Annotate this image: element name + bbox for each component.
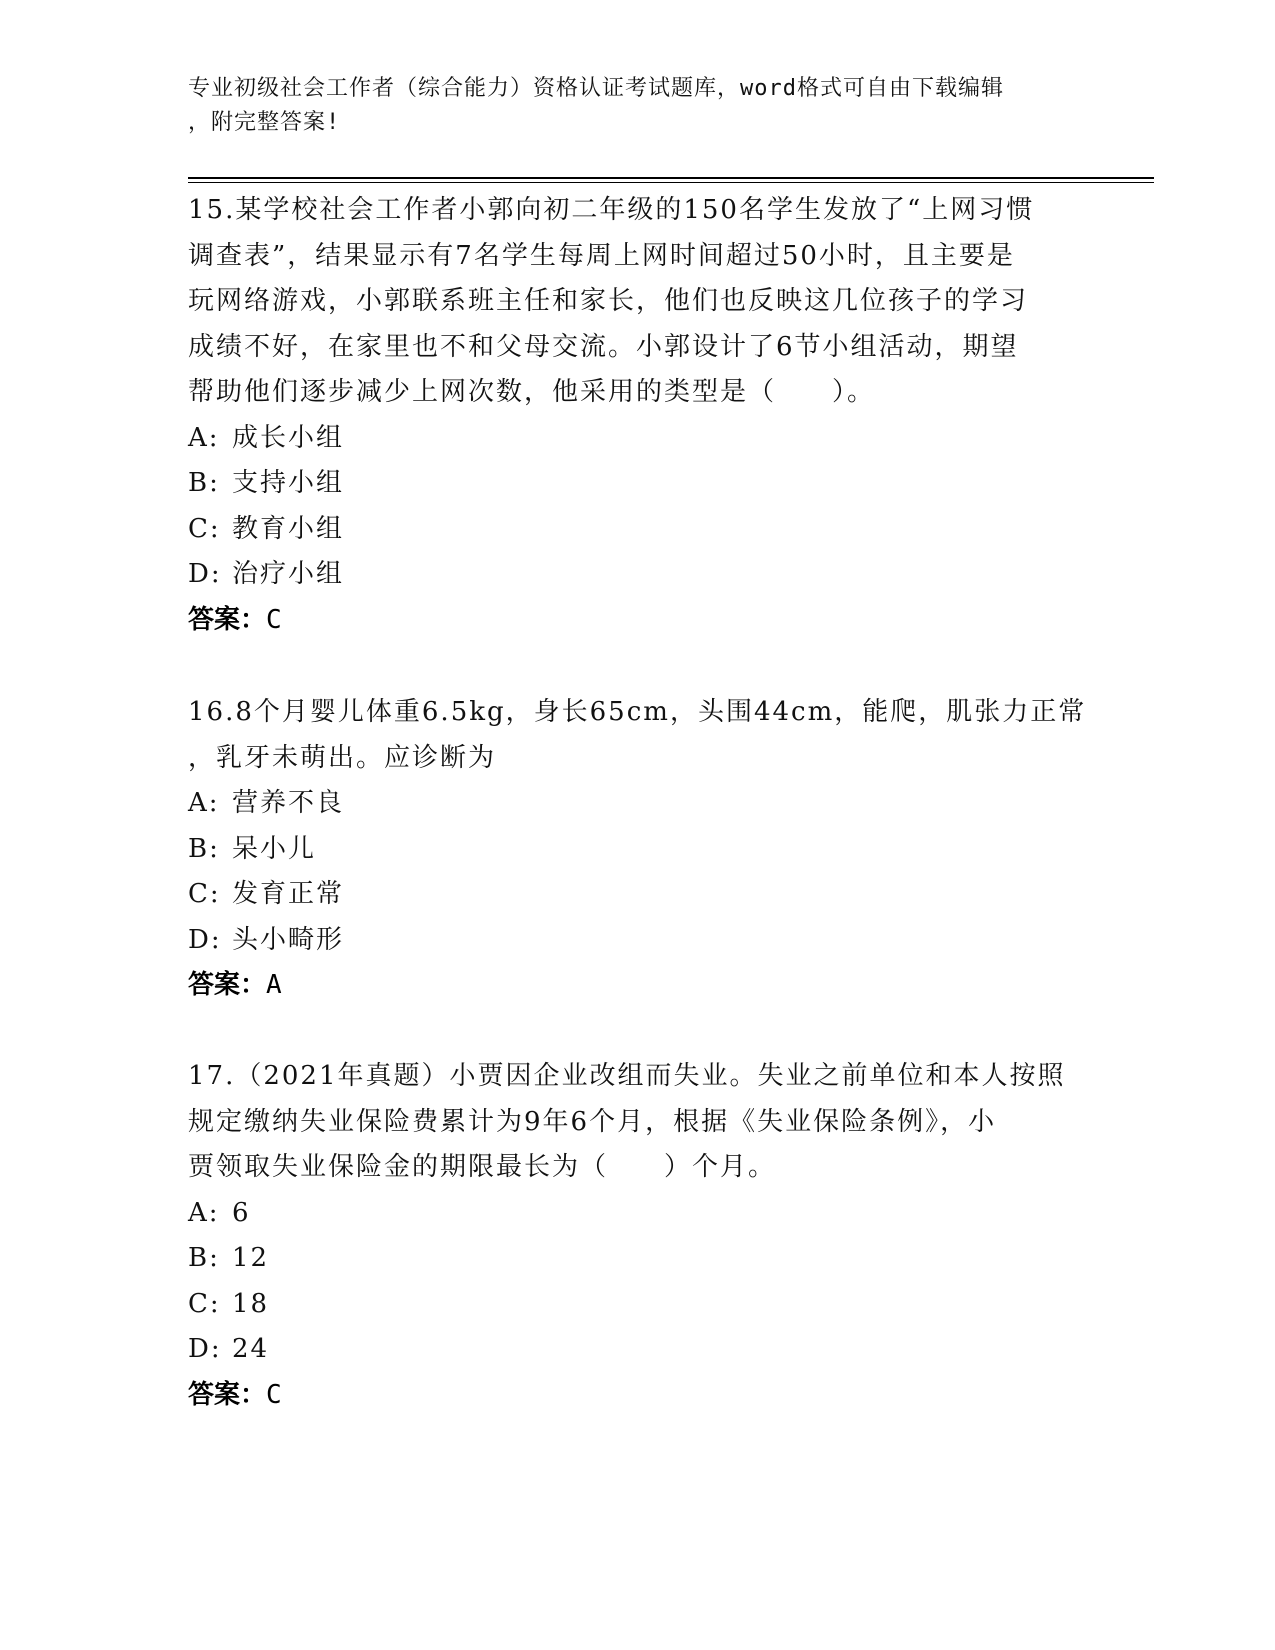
answer-label: 答案：	[188, 1379, 267, 1410]
question-15	[188, 188, 1088, 643]
option-d: D: 治疗小组	[188, 559, 345, 589]
answer	[188, 963, 1088, 1009]
answer	[188, 598, 1088, 644]
page-header	[188, 72, 1088, 140]
option-d: D: 头小畸形	[188, 924, 345, 955]
stem-line: 调查表”，结果显示有7名学生每周上网时间超过50小时，且主要是	[188, 240, 1015, 271]
option-a: A: 营养不良	[188, 788, 345, 818]
stem-line: 16.8个月婴儿体重6.5kg，身长65cm，头围44cm，能爬，肌张力正常	[188, 697, 1087, 727]
option-c: C: 18	[188, 1288, 270, 1319]
header-divider-thin	[188, 182, 1154, 183]
answer-value: C	[266, 604, 282, 635]
question-17	[188, 1054, 1088, 1418]
stem-line: 规定缴纳失业保险费累计为9年6个月，根据《失业保险条例》，小	[188, 1106, 997, 1137]
answer-value: C	[266, 1379, 282, 1410]
answer-value: A	[266, 970, 282, 1000]
stem-line: ，乳牙未萌出。应诊断为	[188, 742, 497, 773]
option-b: B: 支持小组	[188, 468, 345, 498]
stem-line: 贾领取失业保险金的期限最长为（ ）个月。	[188, 1152, 777, 1182]
option-b: B: 呆小儿	[188, 833, 317, 864]
stem-line: 玩网络游戏，小郭联系班主任和家长，他们也反映这几位孩子的学习	[188, 286, 1029, 316]
answer-label: 答案：	[188, 604, 267, 635]
answer	[188, 1373, 1088, 1419]
option-c: C: 发育正常	[188, 879, 345, 909]
option-a: A: 6	[188, 1197, 251, 1228]
option-a: A: 成长小组	[188, 422, 345, 453]
option-d: D: 24	[188, 1334, 270, 1364]
header-divider-thick	[188, 177, 1154, 179]
question-stem	[188, 1054, 1088, 1191]
answer-label: 答案：	[188, 970, 267, 1000]
header-line-1: 专业初级社会工作者（综合能力）资格认证考试题库，word格式可自由下载编辑	[188, 76, 1004, 101]
question-stem	[188, 188, 1088, 416]
stem-line: 帮助他们逐步减少上网次数，他采用的类型是（ ）。	[188, 377, 876, 407]
header-line-2: ，附完整答案!	[188, 110, 341, 135]
question-16	[188, 690, 1088, 1009]
option-b: B: 12	[188, 1243, 270, 1273]
option-c: C: 教育小组	[188, 513, 345, 544]
stem-line: 15.某学校社会工作者小郭向初二年级的150名学生发放了“上网习惯	[188, 195, 1035, 225]
question-stem	[188, 690, 1088, 781]
stem-line: 成绩不好，在家里也不和父母交流。小郭设计了6节小组活动，期望	[188, 331, 1019, 362]
stem-line: 17.（2021年真题）小贾因企业改组而失业。失业之前单位和本人按照	[188, 1061, 1066, 1091]
